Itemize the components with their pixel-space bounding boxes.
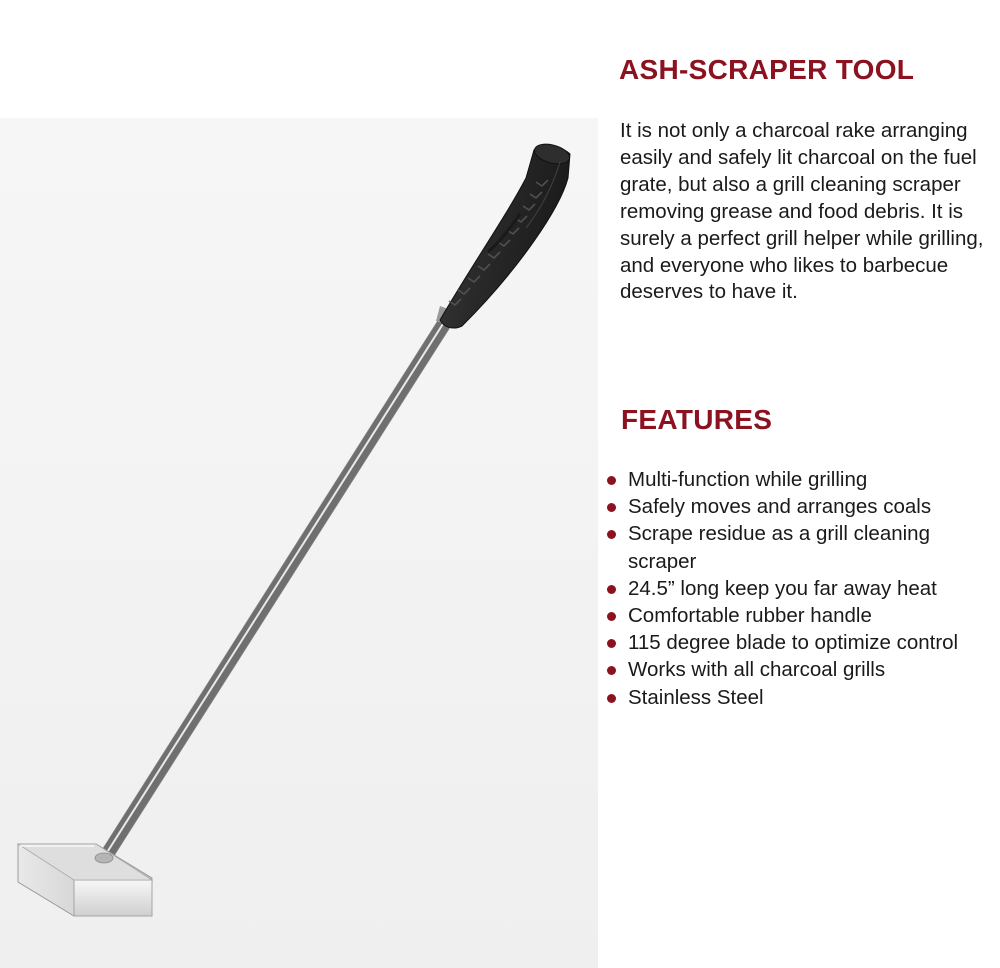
feature-item <box>600 602 1000 629</box>
tool-section-title: ASH-SCRAPER TOOL <box>619 54 915 85</box>
feature-item <box>600 520 1000 574</box>
feature-item <box>600 575 1000 602</box>
feature-item <box>600 684 1000 711</box>
bullet-icon <box>607 612 616 621</box>
ash-scraper-tool-icon <box>0 118 598 968</box>
feature-text: Comfortable rubber handle <box>628 604 872 628</box>
product-photo <box>0 118 598 968</box>
bullet-icon <box>607 503 616 512</box>
features-list <box>600 466 1000 711</box>
feature-text: Safely moves and arranges coals <box>628 495 932 519</box>
bullet-icon <box>607 694 616 703</box>
bullet-icon <box>607 639 616 648</box>
feature-text: Works with all charcoal grills <box>628 658 886 682</box>
feature-item <box>600 493 1000 520</box>
bullet-icon <box>607 530 616 539</box>
bullet-icon <box>607 585 616 594</box>
scraper-blade <box>18 844 152 916</box>
feature-text: Multi-function while grilling <box>628 468 868 491</box>
feature-text: Stainless Steel <box>628 685 764 709</box>
feature-item <box>600 629 1000 656</box>
feature-text: Scrape residue as a grill cleaning scraper <box>628 522 930 573</box>
features-title: FEATURES <box>621 404 773 435</box>
bullet-icon <box>607 476 616 485</box>
tool-description: It is not only a charcoal rake arranging easily and safely lit charcoal on the fuel grate, but also a grill cleaning scraper removing grease and food debris. It is surely a perfect grill helper while grilling, and everyone who likes to barbecue deserves to have it. <box>620 119 984 304</box>
bullet-icon <box>607 666 616 675</box>
feature-item <box>600 656 1000 683</box>
rubber-handle <box>440 141 572 328</box>
feature-text: 115 degree blade to optimize control <box>628 631 959 655</box>
feature-item <box>600 466 1000 493</box>
feature-text: 24.5” long keep you far away heat <box>628 576 937 600</box>
